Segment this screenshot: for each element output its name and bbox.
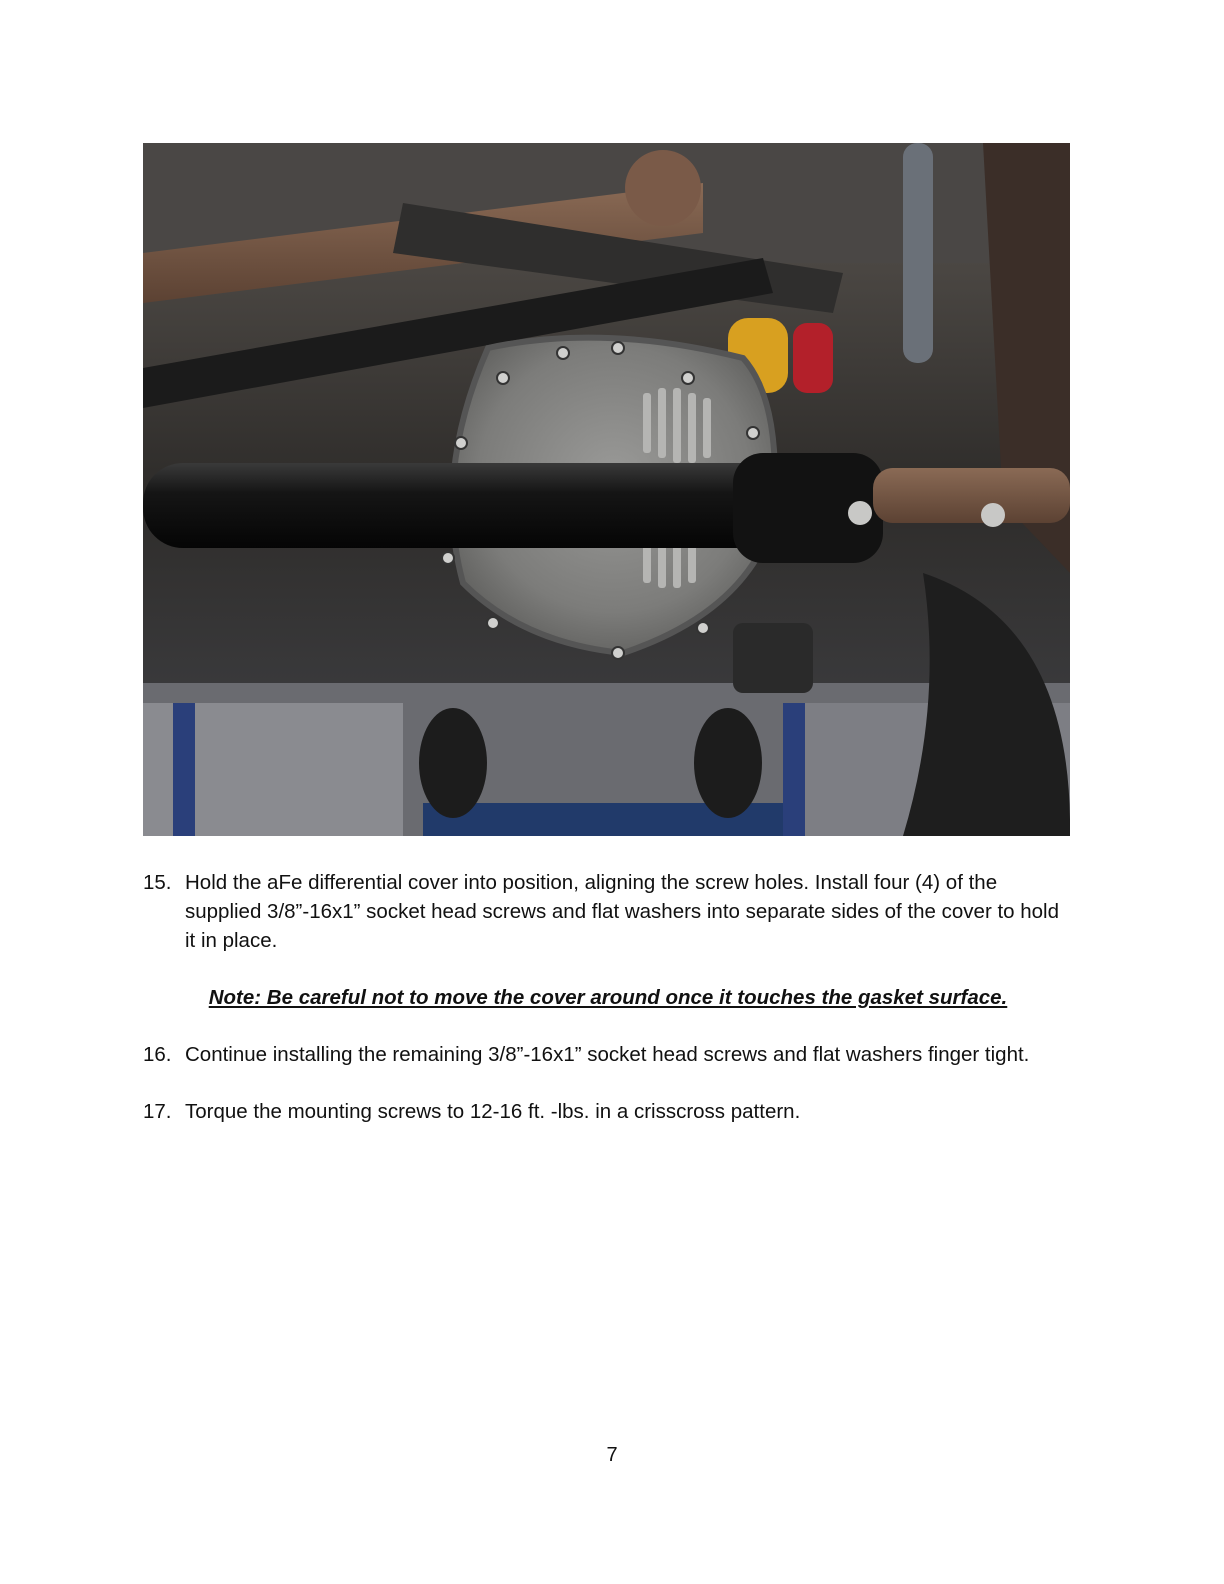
step-text: Hold the aFe differential cover into position, aligning the screw holes. Install four (4) of the supplied 3/8”-16x1” socket head screws and flat washers into separate sides of the cover to hold it in place. xyxy=(185,871,1060,952)
caution-note: Note: Be careful not to move the cover around once it touches the gasket surface. xyxy=(208,986,1008,1009)
step-text: Torque the mounting screws to 12-16 ft. -lbs. in a crisscross pattern. xyxy=(185,1100,801,1123)
step-item xyxy=(143,1097,1073,1126)
step-item xyxy=(143,868,1073,955)
differential-cover-photo xyxy=(143,143,1070,836)
step-text: Continue installing the remaining 3/8”-16x1” socket head screws and flat washers finger tight. xyxy=(185,1043,1030,1066)
step-number: 15. xyxy=(143,871,172,894)
page-number: 7 xyxy=(606,1444,618,1466)
instruction-steps xyxy=(143,868,1073,1126)
step-number: 16. xyxy=(143,1043,172,1066)
step-number: 17. xyxy=(143,1100,172,1123)
step-item xyxy=(143,1040,1073,1069)
